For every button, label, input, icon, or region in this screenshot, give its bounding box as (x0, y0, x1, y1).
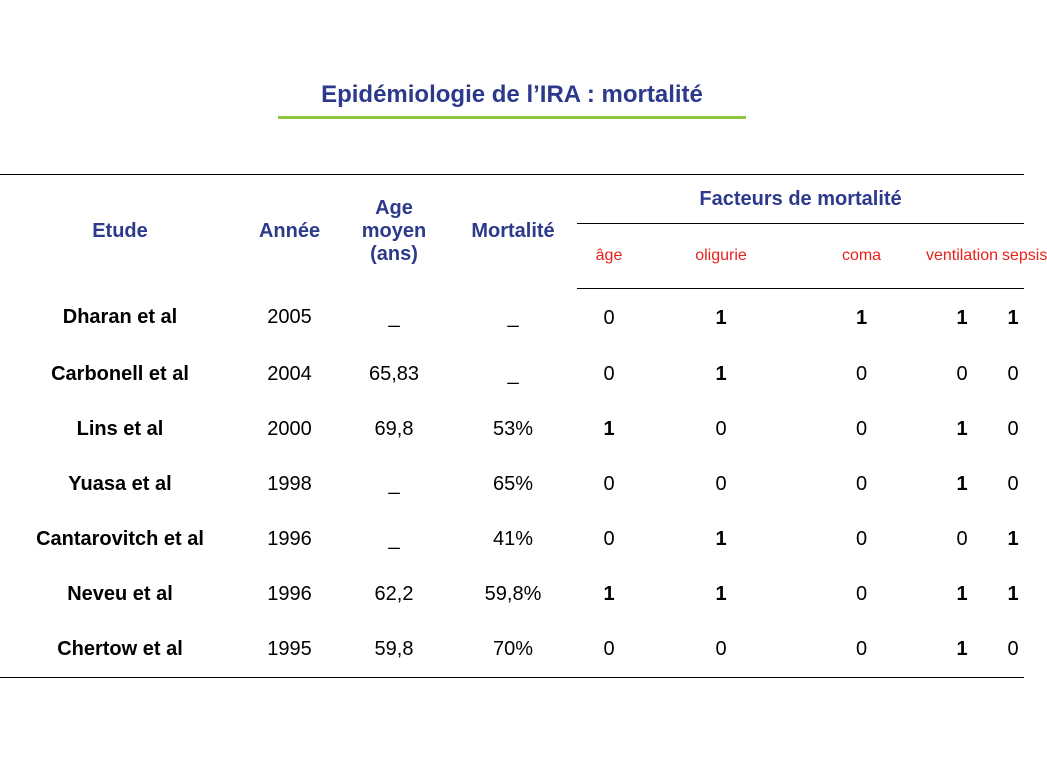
header-factor-oligurie: oligurie (641, 224, 801, 289)
header-factor-ventilation: ventilation (922, 224, 1002, 289)
cell-etude: Cantarovitch et al (36, 528, 204, 550)
cell-factor-ventilation: 1 (956, 306, 968, 329)
cell-factor-sepsis: 0 (1007, 473, 1019, 495)
cell-etude: Yuasa et al (68, 473, 172, 495)
cell-factor-sepsis: 1 (1007, 528, 1019, 550)
cell-factor-age: 0 (603, 363, 615, 385)
cell-factor-ventilation: 1 (922, 622, 1002, 678)
cell-factor-oligurie: 1 (715, 363, 727, 385)
cell-factor-oligurie: 1 (715, 306, 727, 329)
table-row (0, 512, 1024, 567)
cell-factor-oligurie: 1 (715, 528, 727, 550)
cell-age-moyen: _ (388, 306, 400, 329)
header-age-line3: (ans) (370, 243, 418, 266)
cell-factor-coma: 0 (855, 418, 868, 440)
cell-mortalite: _ (507, 363, 519, 385)
cell-mortalite: 59,8% (484, 583, 542, 605)
cell-age-moyen: 65,83 (368, 363, 420, 385)
cell-age-moyen: 62,2 (374, 583, 414, 605)
cell-factor-oligurie: 0 (715, 473, 727, 495)
cell-age-moyen: _ (388, 473, 400, 495)
cell-factor-coma: 0 (855, 583, 868, 605)
cell-factor-oligurie: 0 (641, 622, 801, 678)
cell-factor-ventilation: 0 (956, 528, 968, 550)
header-factor-age: âge (577, 224, 641, 289)
cell-annee: 1995 (240, 622, 339, 678)
header-factor-sepsis: sepsis (1002, 224, 1024, 289)
cell-etude: Lins et al (76, 418, 164, 440)
cell-etude: Chertow et al (0, 622, 240, 678)
header-annee: Année (258, 220, 321, 243)
cell-factor-coma: 0 (855, 473, 868, 495)
cell-factor-coma: 1 (855, 306, 868, 329)
cell-etude: Dharan et al (62, 306, 178, 329)
cell-factor-ventilation: 1 (956, 418, 968, 440)
cell-annee: 2004 (267, 363, 312, 385)
cell-factor-coma: 0 (855, 363, 868, 385)
cell-annee: 2000 (267, 418, 312, 440)
cell-age-moyen: 59,8 (339, 622, 449, 678)
cell-annee: 1996 (267, 528, 312, 550)
cell-etude: Neveu et al (67, 583, 173, 605)
cell-mortalite: 41% (492, 528, 534, 550)
header-age-line1: Age (375, 197, 413, 220)
cell-mortalite: 70% (449, 622, 577, 678)
header-mortalite: Mortalité (471, 220, 555, 243)
cell-factor-sepsis: 1 (1007, 583, 1019, 605)
cell-factor-age: 0 (603, 306, 615, 329)
cell-annee: 2005 (267, 306, 312, 329)
header-age-moyen (339, 175, 449, 289)
mortality-table (0, 174, 1047, 678)
table-row (0, 402, 1024, 457)
cell-factor-ventilation: 1 (956, 583, 968, 605)
cell-factor-age: 0 (603, 528, 615, 550)
slide-title: Epidémiologie de l’IRA : mortalité (321, 81, 703, 108)
header-facteurs-de-mortalite: Facteurs de mortalité (577, 175, 1024, 224)
cell-factor-ventilation: 0 (956, 363, 968, 385)
cell-age-moyen: _ (388, 528, 400, 550)
table-row (0, 289, 1024, 348)
cell-factor-sepsis: 0 (1002, 622, 1024, 678)
table-body (0, 289, 1024, 678)
table-row (0, 457, 1024, 512)
cell-mortalite: 53% (492, 418, 534, 440)
cell-factor-coma: 0 (855, 528, 868, 550)
cell-factor-ventilation: 1 (956, 473, 968, 495)
cell-mortalite: _ (507, 306, 519, 329)
table-header (0, 175, 1047, 289)
cell-annee: 1996 (267, 583, 312, 605)
header-etude: Etude (92, 220, 148, 243)
header-age-line2: moyen (361, 220, 427, 243)
cell-factor-oligurie: 1 (715, 583, 727, 605)
cell-age-moyen: 69,8 (374, 418, 414, 440)
cell-factor-coma: 0 (801, 622, 922, 678)
cell-factor-oligurie: 0 (715, 418, 727, 440)
cell-factor-age: 1 (603, 583, 615, 605)
cell-annee: 1998 (267, 473, 312, 495)
table-row (0, 347, 1024, 402)
table-row (0, 622, 1024, 678)
table-row (0, 567, 1024, 622)
cell-factor-sepsis: 0 (1007, 363, 1019, 385)
title-underline (278, 116, 746, 119)
cell-factor-sepsis: 0 (1007, 418, 1019, 440)
cell-factor-age: 1 (603, 418, 615, 440)
cell-mortalite: 65% (492, 473, 534, 495)
cell-factor-age: 0 (603, 473, 615, 495)
header-factor-coma: coma (801, 224, 922, 289)
cell-factor-age: 0 (577, 622, 641, 678)
cell-factor-sepsis: 1 (1007, 306, 1019, 329)
cell-etude: Carbonell et al (51, 363, 189, 385)
